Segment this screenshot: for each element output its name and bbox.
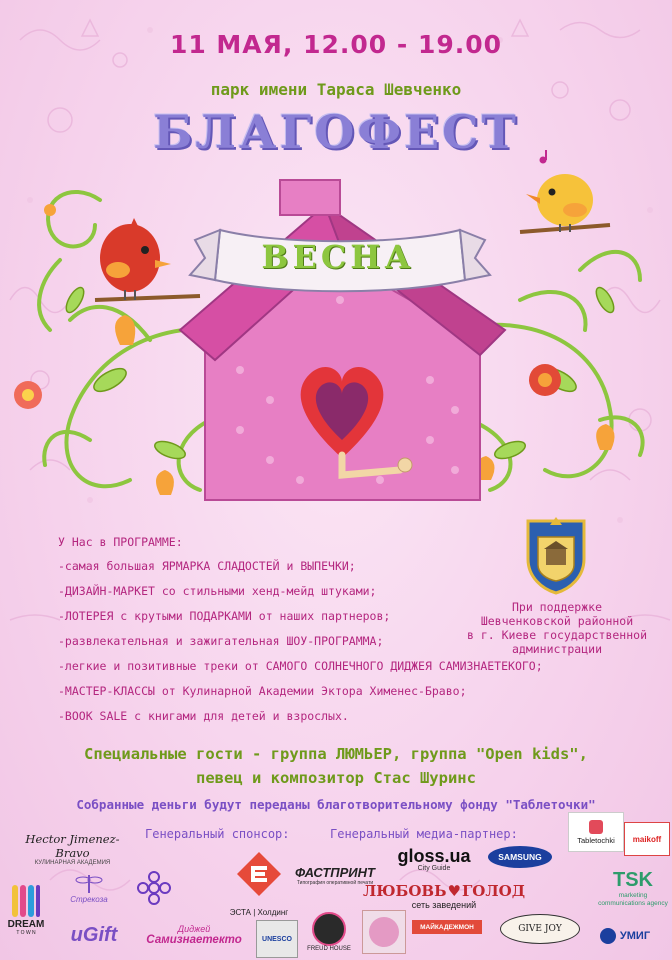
support-line: Шевченковской районной [480, 614, 634, 628]
dragonfly-icon [74, 873, 104, 895]
tsk-logo [596, 862, 670, 914]
guests-line: Специальные гости - группа ЛЮМЬЕР, группа "Open kids", [84, 745, 588, 763]
ugift-logo-name: uGift [70, 923, 118, 946]
hector-logo-sub: КУЛИНАРНАЯ АКАДЕМИЯ [34, 860, 111, 866]
deejay-logo-top: Диджей [177, 924, 211, 934]
gloss-logo-name: gloss.ua [397, 845, 471, 866]
photo-circle-icon [369, 917, 399, 947]
deejay-logo [140, 914, 248, 956]
dream-logo-name: DREAM [7, 918, 45, 930]
program-item: -ЛОТЕРЕЯ с крутыми ПОДАРКАМИ от наших партнеров; [58, 609, 391, 623]
fastprint-logo-sub: Типография оперативной печати [296, 879, 374, 886]
event-date: 11 МАЯ, 12.00 - 19.00 [169, 30, 503, 59]
flower-logo [120, 868, 188, 908]
program-item: -МАСТЕР-КЛАССЫ от Кулинарной Академии Эктора Хименес-Браво; [58, 684, 467, 698]
esta-logo [223, 904, 295, 920]
umig-logo [590, 924, 660, 948]
dream-town-logo [4, 876, 48, 942]
freud-house-logo [304, 906, 354, 958]
esta-emblem-icon [235, 850, 283, 898]
maker-logo-name: МАЙКАДЕЖМОН [420, 923, 474, 931]
flower-icon [134, 870, 174, 906]
fastprint-logo-name: ФАСТПРИНТ [295, 864, 375, 880]
tabletochki-logo [568, 812, 624, 852]
unesco-logo [256, 920, 298, 958]
event-location: парк имени Тараса Шевченко [210, 80, 462, 99]
hector-logo [10, 832, 135, 866]
lyubov-golod-row [363, 882, 525, 900]
umig-icon [600, 928, 616, 944]
strekoza-logo-name: Стрекоза [70, 894, 108, 904]
general-sponsor-label: Генеральный спонсор: [145, 827, 290, 841]
program-item: -развлекательная и зажигательная ШОУ-ПРОГРАММА; [58, 634, 384, 648]
photo-logo [362, 910, 406, 954]
give-joy-logo-name: GIVE JOY [518, 924, 562, 934]
tsk-logo-name: TSK [613, 868, 653, 891]
support-line: в г. Киеве государственной [466, 628, 647, 642]
ugift-logo [54, 920, 134, 950]
program-heading: У Нас в ПРОГРАММЕ: [58, 535, 183, 549]
freud-circle-icon [312, 912, 346, 946]
give-joy-logo [500, 914, 580, 944]
media-partner-label: Генеральный медиа-партнер: [330, 827, 518, 841]
heart-icon [589, 820, 603, 834]
lyubov-word: ЛЮБОВЬ [362, 882, 447, 900]
maker-logo [412, 920, 482, 934]
charity-note: Собранные деньги будут переданы благотворительному фонду "Таблеточки" [76, 797, 596, 812]
birdhouse-illustration [0, 150, 672, 520]
tsk-logo-sub: marketing communications agency [598, 891, 668, 907]
unesco-logo-name: UNESCO [262, 935, 292, 943]
heart-icon: ♥ [447, 882, 461, 900]
program-item: -BOOK SALE с книгами для детей и взрослых. [58, 709, 349, 723]
gloss-logo-sub: City Guide [417, 864, 451, 872]
maikoff-logo-name: maikoff [632, 834, 662, 844]
coat-of-arms-icon [520, 515, 592, 597]
deejay-logo-name: Самизнаетекто [146, 934, 242, 946]
event-title: БЛАГОФЕСТ [153, 105, 519, 159]
program-item: -самая большая ЯРМАРКА СЛАДОСТЕЙ и ВЫПЕЧКИ; [58, 559, 356, 573]
dream-logo-sub: T O W N [16, 929, 36, 936]
freud-logo-name: FREUD HOUSE [307, 946, 351, 952]
program-item: -ДИЗАЙН-МАРКЕТ со стильными хенд-мейд штуками; [58, 584, 377, 598]
golod-word: ГОЛОД [461, 882, 526, 900]
special-guests [0, 742, 672, 790]
dream-town-icon [10, 883, 42, 919]
gloss-logo [388, 843, 480, 875]
umig-logo-name: УМИГ [619, 930, 651, 942]
lyubov-logo-sub: сеть заведений [411, 900, 477, 910]
program-item: -легкие и позитивные треки от САМОГО СОЛНЕЧНОГО ДИДЖЕЯ САМИЗНАЕТЕКОГО; [58, 659, 543, 673]
strekoza-logo [62, 868, 116, 908]
guests-line: певец и композитор Стас Шуринс [196, 769, 476, 787]
maikoff-logo [624, 822, 670, 856]
support-line: При поддержке [511, 600, 602, 614]
tabletochki-logo-name: Tabletochki [577, 835, 615, 845]
support-line: администрации [511, 642, 602, 656]
hector-logo-name: Hector Jimenez-Bravo [25, 832, 120, 860]
esta-logo-name: ЭСТА | Холдинг [229, 907, 289, 917]
samsung-logo-name: SAMSUNG [498, 852, 542, 862]
season-banner: ВЕСНА [261, 238, 415, 276]
support-note [446, 600, 668, 656]
samsung-logo [488, 846, 552, 868]
